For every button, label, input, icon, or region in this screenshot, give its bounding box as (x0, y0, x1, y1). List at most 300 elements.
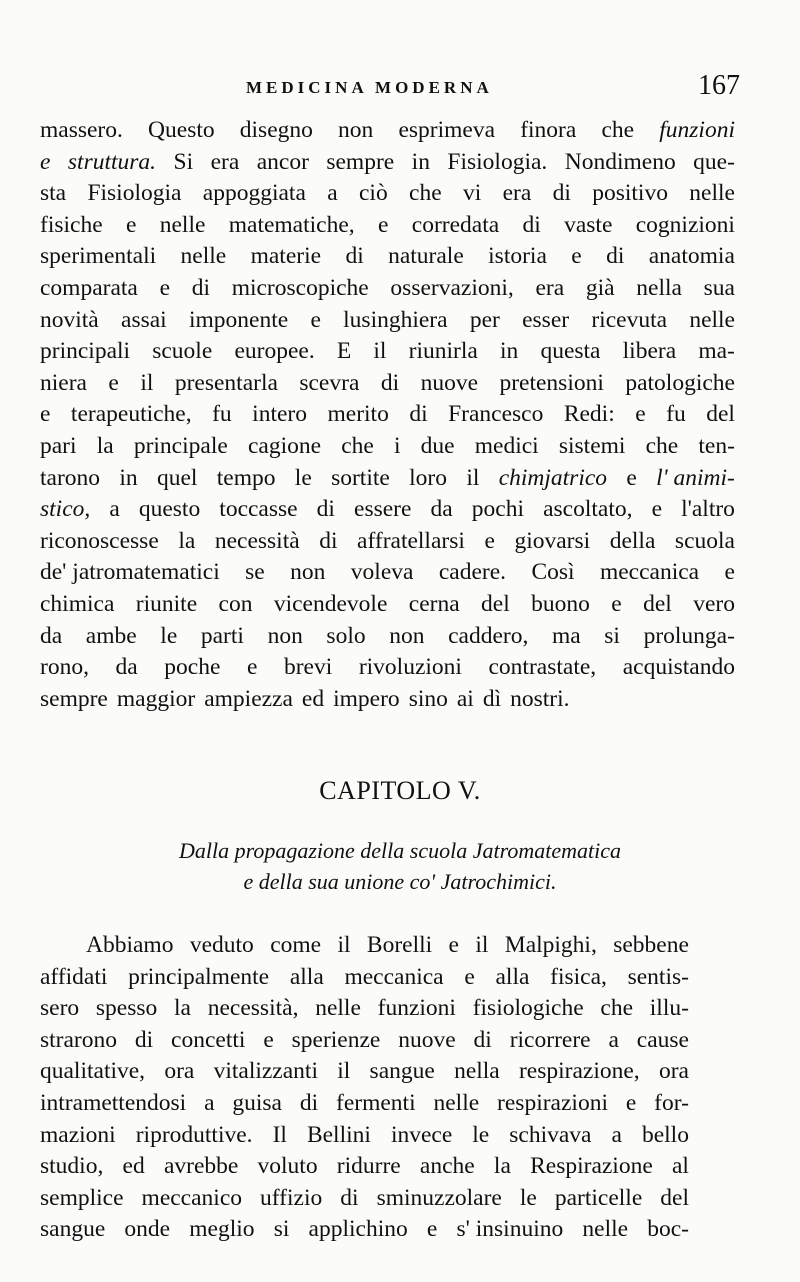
word: da (430, 496, 453, 523)
word: meglio (189, 1216, 255, 1243)
word: matematiche, (228, 211, 355, 238)
word: merito (327, 401, 389, 428)
word: vaste (564, 211, 613, 238)
word: ed (122, 1153, 145, 1180)
text-line (40, 1214, 689, 1246)
word: sempre (40, 685, 108, 712)
word: non (389, 622, 425, 649)
word: nella (454, 1058, 500, 1085)
word: vitalizzanti (213, 1058, 318, 1085)
text-line (40, 962, 689, 994)
word: principale (133, 432, 228, 459)
word: ambe (85, 622, 137, 649)
word: pari (40, 432, 77, 459)
word: da (40, 622, 63, 649)
word: rono, (40, 654, 89, 681)
word: principali (40, 338, 131, 365)
word: vi (462, 180, 482, 207)
text-line (40, 273, 735, 305)
word: in (411, 148, 430, 175)
word: di (552, 180, 571, 207)
word: ora (164, 1058, 195, 1085)
word: ridurre (336, 1153, 401, 1180)
word: fermenti (336, 1089, 416, 1116)
word: nelle (315, 995, 361, 1022)
text-line (40, 494, 735, 526)
word: sangue (40, 1216, 106, 1243)
page-number: 167 (698, 70, 740, 101)
word: Si (173, 148, 194, 175)
text-line (40, 1056, 689, 1088)
word: uffizio (260, 1184, 323, 1211)
word: riunite (135, 590, 198, 617)
word: sempre (326, 148, 395, 175)
text-line (40, 1088, 689, 1120)
word: e (263, 1026, 274, 1053)
word: sperimentali (40, 243, 157, 270)
word: e (108, 369, 119, 396)
word: l' animi- (656, 464, 735, 491)
word: cognizioni (635, 211, 735, 238)
word: particelle (554, 1184, 643, 1211)
word: dì (482, 685, 502, 712)
word: Nondimeno (564, 148, 676, 175)
word: e (484, 527, 495, 554)
text-line (40, 589, 735, 621)
word: respirazioni (497, 1089, 608, 1116)
word: e (246, 654, 258, 681)
word: era (502, 180, 532, 207)
word: di (191, 274, 210, 301)
word: toccasse (219, 496, 298, 523)
word: cagione (247, 432, 322, 459)
continued-paragraph (40, 115, 735, 715)
word: ascoltato, (543, 496, 633, 523)
word: questo (138, 496, 201, 523)
word: vero (693, 590, 735, 617)
chapter-subtitle-line-1: Dalla propagazione della scuola Jatromatematica (179, 838, 621, 863)
word: il (337, 1058, 351, 1085)
word: pochi (471, 496, 525, 523)
word: esser (522, 306, 570, 333)
word: di (606, 243, 625, 270)
word: maggior (116, 685, 196, 712)
word: sta (40, 180, 67, 207)
word: sua (703, 274, 735, 301)
word: si (604, 622, 620, 649)
word: anche (419, 1153, 475, 1180)
text-line (86, 930, 689, 962)
word: a (204, 1089, 215, 1116)
word: chimjatrico (498, 464, 608, 491)
word: scuola (674, 527, 735, 554)
word: impero (333, 685, 400, 712)
word: terapeutiche, (70, 401, 192, 428)
word: e (635, 401, 646, 428)
word: naturale (388, 243, 464, 270)
word: si (273, 1216, 290, 1243)
word: affidati (40, 963, 108, 990)
word: e (464, 963, 475, 990)
running-title: MEDICINA MODERNA (246, 78, 493, 97)
word: stico, (40, 496, 91, 523)
word: ciò (358, 180, 388, 207)
word: applichino (308, 1216, 408, 1243)
word: già (585, 274, 615, 301)
word: sentis- (627, 963, 689, 990)
word: qualitative, (40, 1058, 146, 1085)
word: studio, (40, 1153, 104, 1180)
word: istoria (488, 243, 547, 270)
word: ed (301, 685, 325, 712)
word: semplice (40, 1184, 124, 1211)
text-line (40, 1120, 689, 1152)
word: da (115, 654, 138, 681)
word: la (174, 995, 191, 1022)
word: imponente (188, 306, 289, 333)
word: tarono (40, 464, 101, 491)
word: Fisiologia (87, 180, 182, 207)
text-line (40, 557, 735, 589)
text-line (40, 431, 735, 463)
text-line (40, 210, 735, 242)
word: corredata (411, 211, 500, 238)
word: sangue (369, 1058, 435, 1085)
word: patologiche (625, 369, 735, 396)
word: s' insinuino (456, 1216, 564, 1243)
text-line (40, 621, 735, 653)
word: Bellini (306, 1121, 371, 1148)
word: ricorrere (509, 1026, 591, 1053)
word: ai (456, 685, 474, 712)
word: cadere. (438, 559, 507, 586)
word: positivo (592, 180, 668, 207)
word: ampiezza (204, 685, 293, 712)
word: non (267, 622, 303, 649)
word: di (340, 1184, 359, 1211)
word: di (522, 211, 541, 238)
word: sero (40, 995, 80, 1022)
word: nelle (433, 1089, 480, 1116)
word: per (469, 306, 500, 333)
word: voluto (257, 1153, 318, 1180)
text-line (40, 1025, 689, 1057)
word: in (499, 338, 519, 365)
word: e (651, 496, 663, 523)
word: esprimeva (398, 117, 496, 143)
word: il (337, 932, 351, 958)
word: bello (641, 1121, 689, 1148)
word: ten- (698, 432, 735, 459)
chapter-title: CAPITOLO V. (319, 776, 481, 805)
word: meccanica (344, 963, 444, 990)
word: parti (200, 622, 244, 649)
word: quel (156, 464, 198, 491)
word: avrebbe (163, 1153, 239, 1180)
word: que- (693, 148, 735, 175)
word: Fisiologia. (447, 148, 548, 175)
word: in (119, 464, 138, 491)
word: ancor (256, 148, 309, 175)
word: Questo (148, 117, 215, 143)
word: contrastate, (488, 654, 597, 681)
word: fu (212, 401, 232, 428)
word: a (611, 1121, 622, 1148)
word: spesso (95, 995, 158, 1022)
word: medici (474, 432, 539, 459)
word: Respirazione (530, 1153, 653, 1180)
word: di (299, 1089, 319, 1116)
word: riunirla (408, 338, 478, 365)
word: e (125, 211, 137, 238)
word: cerna (408, 590, 460, 617)
running-head (40, 72, 740, 112)
word: intramettendosi (40, 1089, 187, 1116)
word: osservazioni, (390, 274, 514, 301)
word: che (645, 432, 679, 459)
word: giovarsi (514, 527, 591, 554)
word: la (96, 432, 114, 459)
text-line (40, 305, 735, 337)
word: rivoluzioni (358, 654, 462, 681)
word: appoggiata (202, 180, 306, 207)
word: non (290, 559, 326, 586)
word: di (319, 527, 338, 554)
word: e (40, 148, 51, 175)
text-line (40, 368, 735, 400)
word: lusinghiera (343, 306, 448, 333)
word: struttura. (67, 148, 157, 175)
word: al (671, 1153, 689, 1180)
word: di (380, 369, 400, 396)
word: sminuzzolare (376, 1184, 502, 1211)
word: a (109, 496, 120, 523)
word: sistemi (558, 432, 626, 459)
word: Abbiamo (86, 932, 174, 958)
word: alla (289, 963, 324, 990)
word: i (393, 432, 401, 459)
word: invece (390, 1121, 453, 1148)
word: Malpighi, (504, 932, 597, 958)
word: riproduttive. (135, 1121, 253, 1148)
word: di (134, 1026, 154, 1053)
word: non (338, 117, 374, 143)
word: e (625, 1089, 637, 1116)
word: novità (40, 306, 99, 333)
word: ricevuta (591, 306, 668, 333)
word: che (341, 432, 374, 459)
word: guisa (232, 1089, 282, 1116)
word: nella (636, 274, 682, 301)
word: fisica, (550, 963, 607, 990)
text-line (40, 115, 735, 147)
word: caddero, (448, 622, 529, 649)
word: pretensioni (499, 369, 604, 396)
word: necessità, (207, 995, 299, 1022)
word: europee. (234, 338, 315, 365)
word: intero (252, 401, 307, 428)
word: Borelli (366, 932, 433, 958)
word: che (601, 117, 635, 143)
word: massero. (40, 117, 123, 143)
word: vicendevole (273, 590, 388, 617)
text-line (40, 526, 735, 558)
word: nostri. (510, 685, 570, 712)
word: della (609, 527, 656, 554)
word: necessità (214, 527, 300, 554)
text-line (40, 178, 735, 210)
word: concetti (171, 1026, 246, 1053)
word: questa (540, 338, 601, 365)
word: nuove (398, 1026, 456, 1053)
word: di (473, 1026, 492, 1053)
word: niera (40, 369, 87, 396)
word: affratellarsi (357, 527, 465, 554)
word: solo (326, 622, 366, 649)
word: del (660, 1184, 689, 1211)
word: principalmente (128, 963, 270, 990)
chapter-subtitle-line-2: e della sua unione co' Jatrochimici. (243, 869, 557, 894)
word: funzioni (659, 117, 735, 143)
word: del (706, 401, 735, 428)
word: le (472, 1121, 490, 1148)
word: il (140, 369, 154, 396)
word: nelle (689, 306, 735, 333)
word: onde (124, 1216, 171, 1243)
word: cause (636, 1026, 689, 1053)
word: con (218, 590, 253, 617)
word: meccanico (141, 1184, 243, 1211)
word: come (270, 932, 322, 958)
word: E (336, 338, 352, 365)
word: comparata (40, 274, 138, 301)
word: poche (164, 654, 221, 681)
word: Il (272, 1121, 287, 1148)
word: e (378, 211, 389, 238)
word: la (178, 527, 196, 554)
word: fisiologiche (472, 995, 584, 1022)
word: nuove (420, 369, 478, 396)
word: sortite (331, 464, 390, 491)
word: prolunga- (643, 622, 735, 649)
word: e (40, 401, 51, 428)
word: Così (531, 559, 575, 586)
word: assai (121, 306, 167, 333)
text-line (40, 463, 735, 495)
word: le (160, 622, 178, 649)
chapter-paragraph (40, 930, 689, 1246)
text-line (40, 1183, 689, 1215)
word: microscopiche (231, 274, 369, 301)
text-line (40, 147, 735, 179)
word: illu- (649, 995, 689, 1022)
word: essere (354, 496, 412, 523)
word: acquistando (622, 654, 735, 681)
word: libera (622, 338, 677, 365)
word: anatomia (648, 243, 735, 270)
word: presentarla (174, 369, 278, 396)
word: boc- (647, 1216, 689, 1243)
word: due (420, 432, 455, 459)
word: schivava (509, 1121, 592, 1148)
word: meccanica (599, 559, 700, 586)
word: tempo (216, 464, 276, 491)
word: a (327, 180, 338, 207)
word: era (210, 148, 240, 175)
text-line (40, 993, 689, 1025)
word: disegno (239, 117, 313, 143)
word: scevra (299, 369, 360, 396)
word: e (159, 274, 170, 301)
text-line (40, 336, 735, 368)
word: e (626, 464, 637, 491)
word: mazioni (40, 1121, 116, 1148)
word: e (571, 243, 582, 270)
word: riconoscesse (40, 527, 159, 554)
word: che (409, 180, 442, 207)
word: chimica (40, 590, 115, 617)
word: se (245, 559, 265, 586)
word: era (535, 274, 565, 301)
word: l'altro (681, 496, 735, 523)
word: le (519, 1184, 537, 1211)
word: che (600, 995, 634, 1022)
word: nelle (582, 1216, 629, 1243)
word: le (294, 464, 312, 491)
word: e (310, 306, 321, 333)
word: fisiche (40, 211, 103, 238)
word: il (466, 464, 480, 491)
text-line (40, 241, 735, 273)
word: for- (654, 1089, 689, 1116)
word: ora (658, 1058, 689, 1085)
word: di (345, 243, 364, 270)
word: finora (520, 117, 577, 143)
word: fu (666, 401, 686, 428)
text-line (40, 399, 735, 431)
word: alla (495, 963, 530, 990)
text-line (40, 684, 735, 716)
word: Francesco (448, 401, 544, 428)
word: voleva (350, 559, 414, 586)
word: del (481, 590, 510, 617)
text-line (40, 652, 735, 684)
word: veduto (189, 932, 254, 958)
word: materie (250, 243, 322, 270)
word: buono (531, 590, 590, 617)
word: e (448, 932, 459, 958)
word: sino (408, 685, 448, 712)
word: ma- (698, 338, 735, 365)
text-line (40, 1151, 689, 1183)
word: scuole (152, 338, 213, 365)
word: ma (551, 622, 581, 649)
word: il (373, 338, 387, 365)
word: loro (409, 464, 447, 491)
word: e (611, 590, 622, 617)
word: sebbene (613, 932, 689, 958)
word: brevi (283, 654, 333, 681)
word: sperienze (291, 1026, 381, 1053)
word: nelle (180, 243, 227, 270)
word: e (724, 559, 735, 586)
word: strarono (40, 1026, 118, 1053)
word: a (608, 1026, 619, 1053)
word: respirazione, (518, 1058, 640, 1085)
word: de' jatromatematici (40, 559, 220, 586)
word: e (426, 1216, 438, 1243)
word: del (643, 590, 672, 617)
